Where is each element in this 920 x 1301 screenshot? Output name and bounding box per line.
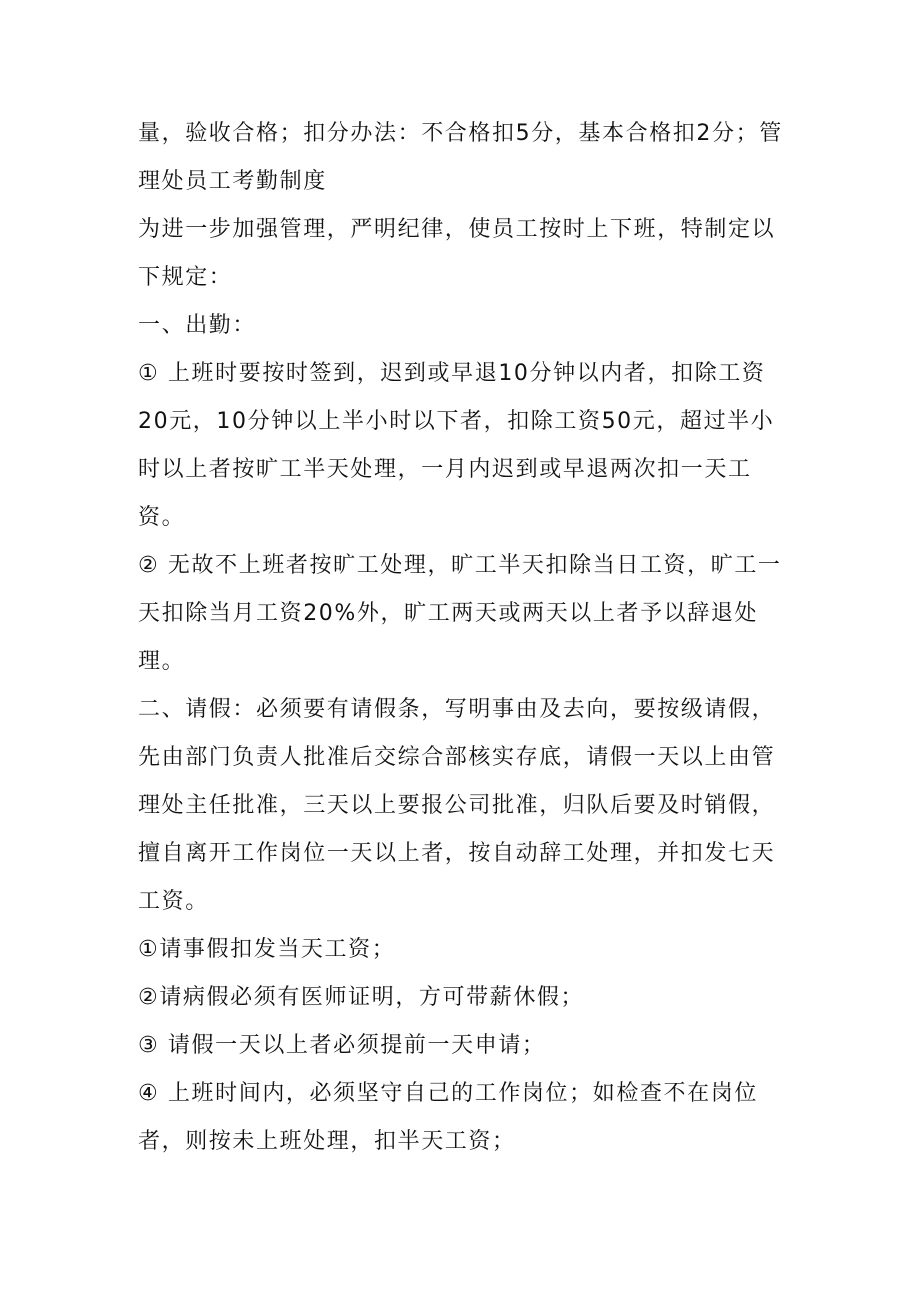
paragraph-leave-rule-1: ①请事假扣发当天工资； — [138, 937, 396, 962]
paragraph-scoring-and-title: 量，验收合格；扣分办法：不合格扣5分，基本合格扣2分；管理处员工考勤制度 — [138, 121, 783, 194]
paragraph-intro: 为进一步加强管理，严明纪律，使员工按时上下班，特制定以下规定： — [138, 217, 776, 290]
section-heading-attendance: 一、出勤： — [138, 313, 257, 338]
paragraph-attendance-rule-1: ① 上班时要按时签到，迟到或早退10分钟以内者，扣除工资20元，10分钟以上半小时以下者，扣除工资50元，超过半小时以上者按旷工半天处理，一月内迟到或早退两次扣一天工资。 — [138, 361, 775, 530]
paragraph-leave-rule-3: ③ 请假一天以上者必须提前一天申请； — [138, 1033, 546, 1058]
paragraph-attendance-rule-2: ② 无故不上班者按旷工处理，旷工半天扣除当日工资，旷工一天扣除当月工资20%外，旷工两天或两天以上者予以辞退处理。 — [138, 553, 782, 674]
document-body — [138, 110, 788, 1166]
paragraph-leave-rule-2: ②请病假必须有医师证明，方可带薪休假； — [138, 985, 585, 1010]
paragraph-leave-rule-4: ④ 上班时间内，必须坚守自己的工作岗位；如检查不在岗位者，则按未上班处理，扣半天工资； — [138, 1081, 758, 1154]
section-leave: 二、请假：必须要有请假条，写明事由及去向，要按级请假，先由部门负责人批准后交综合部核实存底，请假一天以上由管理处主任批准，三天以上要报公司批准，归队后要及时销假，擅自离开工作岗位一天以上者，按自动辞工处理，并扣发七天工资。 — [138, 697, 776, 914]
